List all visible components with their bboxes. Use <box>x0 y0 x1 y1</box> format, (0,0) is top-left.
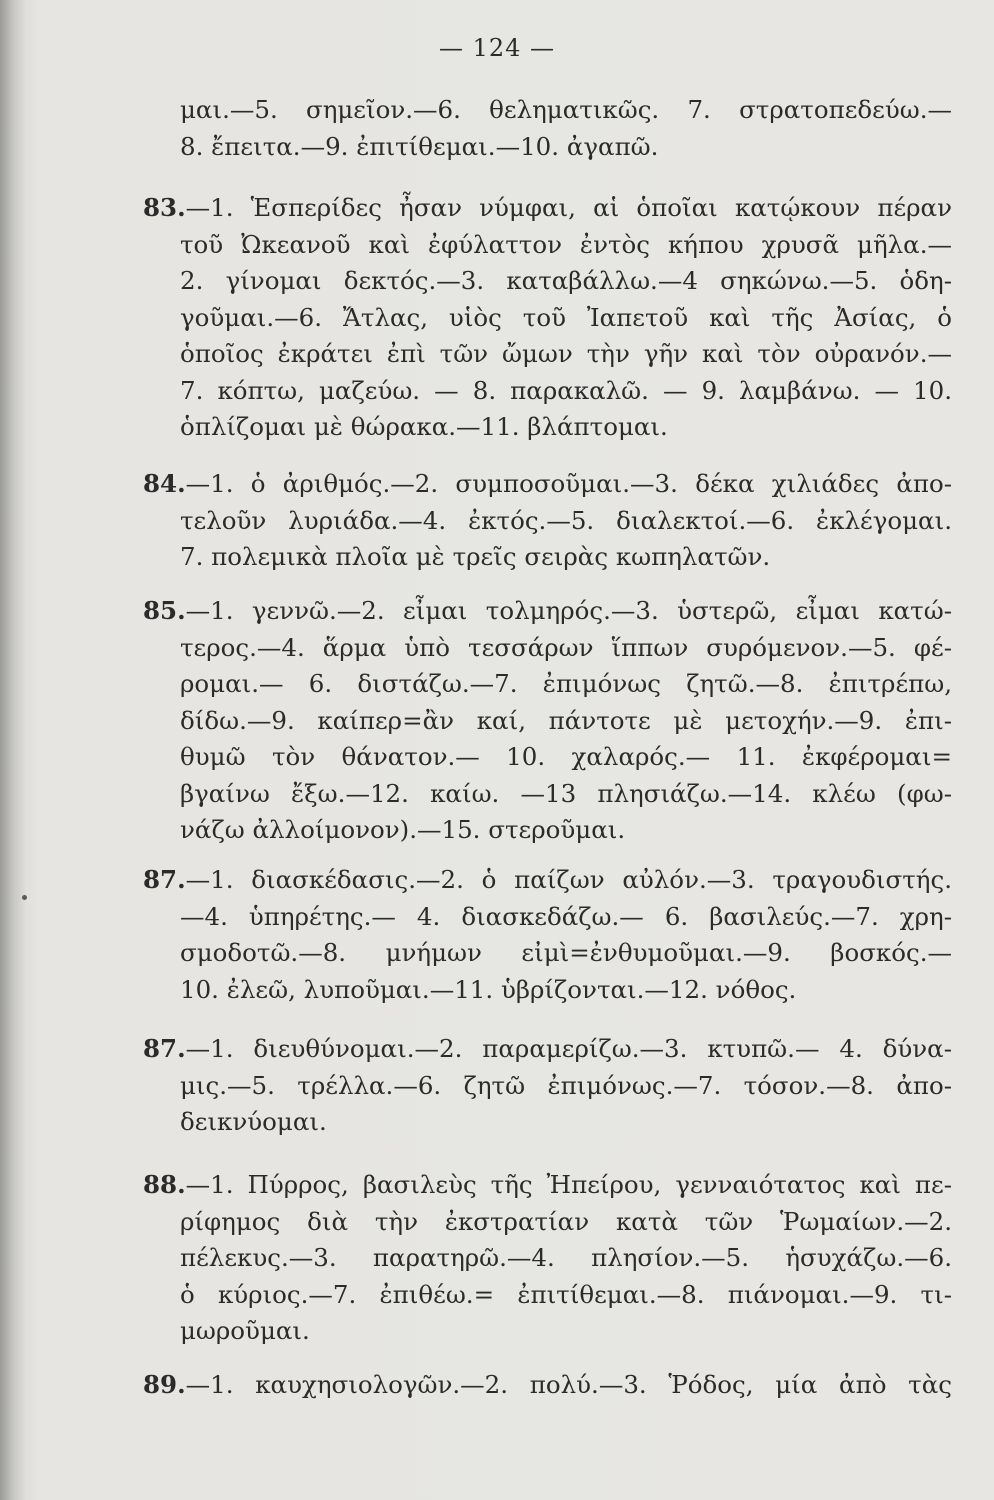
entry-line: τελοῦν λυριάδα.—4. ἐκτός.—5. διαλεκτοί.—6. ἐκλέγομαι. <box>180 505 952 535</box>
entry-83 <box>143 190 952 446</box>
entry-number: 89. <box>143 1370 186 1399</box>
entry-line: σμοδοτῶ.—8. μνήμων εἰμὶ=ἐνθυμοῦμαι.—9. βοσκός.— <box>180 938 952 967</box>
entry-line: νάζω ἀλλοίμονον).—15. στεροῦμαι. <box>180 815 626 844</box>
entry-line: 8. ἔπειτα.—9. ἐπιτίθεμαι.—10. ἀγαπῶ. <box>180 131 659 161</box>
entry-line: βγαίνω ἔξω.—12. καίω. —13 πλησιάζω.—14. κλέω (φω- <box>180 778 952 808</box>
entry-first-line <box>143 466 952 503</box>
entry-88 <box>143 1167 952 1350</box>
entry-line: —1. Ἑσπερίδες ἦσαν νύμφαι, αἱ ὁποῖαι κατῴκουν πέραν <box>185 193 952 222</box>
entry-first-line <box>143 1167 952 1204</box>
entry-number: 88. <box>143 1170 186 1199</box>
entry-line: —1. καυχησιολογῶν.—2. πολύ.—3. Ῥόδος, μία ἀπὸ τὰς <box>185 1370 952 1399</box>
entry-line: ὁποῖος ἐκράτει ἐπὶ τῶν ὤμων τὴν γῆν καὶ τὸν οὐρανόν.— <box>180 339 952 368</box>
entry-line: μις.—5. τρέλλα.—6. ζητῶ ἐπιμόνως.—7. τόσον.—8. ἀπο- <box>180 1070 952 1100</box>
entry-first-line <box>143 1031 952 1068</box>
entry-number: 84. <box>143 469 186 498</box>
entry-first-line <box>143 1367 952 1404</box>
entry-first-line <box>143 593 952 630</box>
entry-line: —1. Πύρρος, βασιλεὺς τῆς Ἠπείρου, γενναιότατος καὶ πε- <box>185 1170 952 1199</box>
entry-line: πέλεκυς.—3. παρατηρῶ.—4. πλησίον.—5. ἡσυχάζω.—6. <box>180 1243 952 1272</box>
entry-line: θυμῶ τὸν θάνατον.— 10. χαλαρός.— 11. ἐκφέρομαι= <box>180 742 952 771</box>
entry-line: ρίφημος διὰ τὴν ἐκστρατίαν κατὰ τῶν Ῥωμαίων.—2. <box>180 1206 952 1236</box>
entry-line: μαι.—5. σημεῖον.—6. θεληματικῶς. 7. στρατοπεδεύω.— <box>180 95 952 124</box>
entry-line: 2. γίνομαι δεκτός.—3. καταβάλλω.—4 σηκώνω.—5. ὁδη- <box>180 266 952 295</box>
entry-line: ὁ κύριος.—7. ἐπιθέω.= ἐπιτίθεμαι.—8. πιάνομαι.—9. τι- <box>180 1279 952 1309</box>
entry-line: δίδω.—9. καίπερ=ἂν καί, πάντοτε μὲ μετοχήν.—9. ἐπι- <box>180 705 952 735</box>
page-spine-shadow <box>0 0 26 1500</box>
entry-84 <box>143 466 952 576</box>
page-number: — 124 — <box>438 34 556 62</box>
entry-line: ὁπλίζομαι μὲ θώρακα.—11. βλάπτομαι. <box>180 412 668 441</box>
entry-87-b <box>143 1031 952 1141</box>
entry-89 <box>143 1367 952 1404</box>
entry-number: 87. <box>143 1034 186 1063</box>
entry-line: τερος.—4. ἅρμα ὑπὸ τεσσάρων ἵππων συρόμενον.—5. φέ- <box>180 632 952 662</box>
entry-continued <box>180 92 952 165</box>
entry-87-a <box>143 862 952 1008</box>
entry-line: μωροῦμαι. <box>180 1316 310 1345</box>
entry-line: —1. ὁ ἀριθμός.—2. συμποσοῦμαι.—3. δέκα χιλιάδες ἀπο- <box>185 469 952 498</box>
entry-line: —1. διασκέδασις.—2. ὁ παίζων αὐλόν.—3. τραγουδιστής. <box>185 865 952 894</box>
entry-line: 7. πολεμικὰ πλοῖα μὲ τρεῖς σειρὰς κωπηλατῶν. <box>180 542 771 571</box>
entry-line: τοῦ Ὠκεανοῦ καὶ ἐφύλαττον ἐντὸς κήπου χρυσᾶ μῆλα.— <box>180 229 952 259</box>
entry-85 <box>143 593 952 849</box>
entry-line: γοῦμαι.—6. Ἄτλας, υἱὸς τοῦ Ἰαπετοῦ καὶ τῆς Ἀσίας, ὁ <box>180 302 952 332</box>
entry-line: 7. κόπτω, μαζεύω. — 8. παρακαλῶ. — 9. λαμβάνω. — 10. <box>180 375 952 405</box>
entry-number: 85. <box>143 596 186 625</box>
entry-line: ρομαι.— 6. διστάζω.—7. ἐπιμόνως ζητῶ.—8. ἐπιτρέπω, <box>180 669 952 698</box>
entry-line: —1. γεννῶ.—2. εἶμαι τολμηρός.—3. ὑστερῶ, εἶμαι κατώ- <box>185 596 952 625</box>
ink-dot <box>22 895 27 900</box>
entry-line: 10. ἐλεῶ, λυποῦμαι.—11. ὑβρίζονται.—12. νόθος. <box>180 974 797 1004</box>
entry-number: 87. <box>143 865 186 894</box>
entry-line: δεικνύομαι. <box>180 1107 327 1136</box>
entry-first-line <box>143 862 952 899</box>
entry-first-line <box>143 190 952 227</box>
entry-number: 83. <box>143 193 186 222</box>
entry-line: —1. διευθύνομαι.—2. παραμερίζω.—3. κτυπῶ.— 4. δύνα- <box>185 1034 952 1063</box>
entry-line: —4. ὑπηρέτης.— 4. διασκεδάζω.— 6. βασιλεύς.—7. χρη- <box>180 901 952 931</box>
